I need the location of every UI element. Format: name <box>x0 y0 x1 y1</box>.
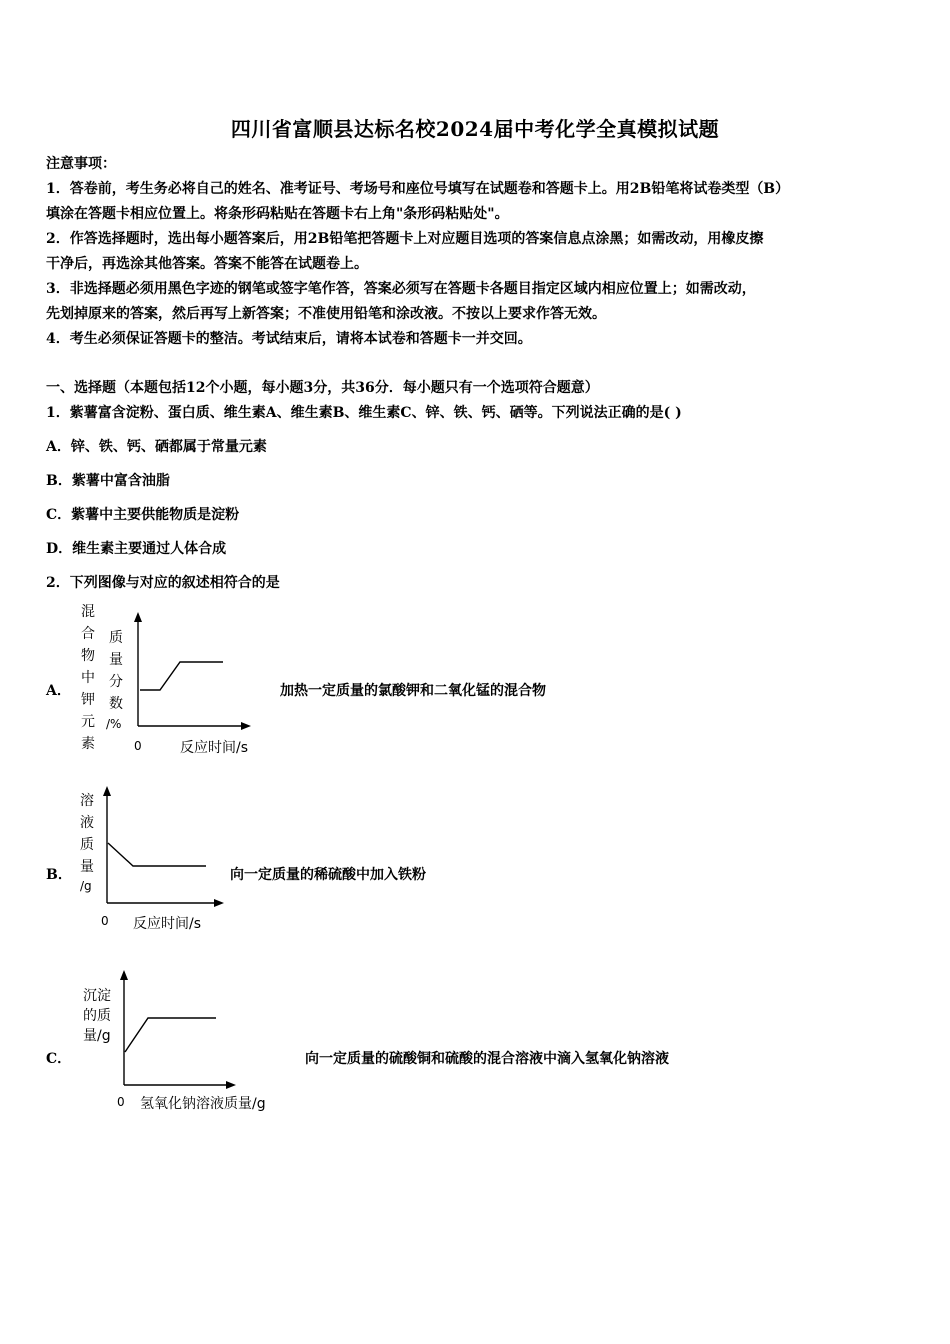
graph-b-origin: 0 <box>101 914 109 928</box>
question-1-option-a: A．锌、铁、钙、硒都属于常量元素 <box>46 439 267 455</box>
graph-b-yunit: /g <box>80 879 92 893</box>
graph-a-ylabel-char: 素 <box>81 736 95 752</box>
question-2-stem: 2．下列图像与对应的叙述相符合的是 <box>46 575 280 591</box>
question-2-option-b-letter: B． <box>46 867 72 883</box>
graph-c-origin: 0 <box>117 1095 125 1109</box>
notice-line: 3．非选择题必须用黑色字迹的钢笔或签字笔作答，答案必须写在答题卡各题目指定区域内相应位置上；如需改动， <box>46 281 756 297</box>
notice-line: 2．作答选择题时，选出每小题答案后，用2B铅笔把答题卡上对应题目选项的答案信息点涂黑；如需改动，用橡皮擦 <box>46 231 764 247</box>
question-2-option-a-letter: A． <box>46 683 71 699</box>
page-title: 四川省富顺县达标名校2024届中考化学全真模拟试题 <box>230 117 720 141</box>
graph-a-ylabel-char: 质 <box>109 630 123 646</box>
graph-a-yunit: /% <box>106 717 122 731</box>
graph-c-ylabel-line: 的质 <box>83 1008 111 1024</box>
graph-a-xlabel: 反应时间/s <box>180 740 249 756</box>
notice-line: 干净后，再选涂其他答案。答案不能答在试题卷上。 <box>46 256 368 272</box>
question-1-option-d: D．维生素主要通过人体合成 <box>46 541 227 557</box>
question-2-option-c-letter: C． <box>46 1051 72 1067</box>
notice-line: 4．考生必须保证答题卡的整洁。考试结束后，请将本试卷和答题卡一并交回。 <box>46 331 532 347</box>
question-1-option-c: C．紫薯中主要供能物质是淀粉 <box>46 507 240 523</box>
graph-c-xlabel: 氢氧化钠溶液质量/g <box>140 1096 266 1112</box>
graph-a-ylabel-char: 钾 <box>81 692 95 708</box>
notice-heading: 注意事项： <box>46 156 116 172</box>
graph-b-ylabel-char: 质 <box>80 837 94 853</box>
question-2-option-b-desc: 向一定质量的稀硫酸中加入铁粉 <box>230 867 426 883</box>
graph-a-ylabel-char: 量 <box>109 652 123 668</box>
notice-line: 1．答卷前，考生务必将自己的姓名、准考证号、考场号和座位号填写在试题卷和答题卡上。用2B铅笔将试卷类型（B） <box>46 181 790 197</box>
graph-a-ylabel-char: 元 <box>81 714 95 730</box>
graph-a-origin: 0 <box>134 739 142 753</box>
graph-b-ylabel-char: 量 <box>80 859 94 875</box>
question-1-stem: 1．紫薯富含淀粉、蛋白质、维生素A、维生素B、维生素C、锌、铁、钙、硒等。下列说法正确的是( ) <box>46 405 682 421</box>
graph-b-ylabel-char: 液 <box>80 815 94 831</box>
graph-a-ylabel-char: 混 <box>81 604 95 620</box>
graph-c-ylabel-line: 量/g <box>83 1028 111 1044</box>
notice-line: 填涂在答题卡相应位置上。将条形码粘贴在答题卡右上角"条形码粘贴处"。 <box>46 206 509 222</box>
graph-b-xlabel: 反应时间/s <box>133 916 202 932</box>
graph-a-ylabel-char: 合 <box>81 626 95 642</box>
question-2-option-a-desc: 加热一定质量的氯酸钾和二氧化锰的混合物 <box>280 683 546 699</box>
section-heading: 一、选择题（本题包括12个小题，每小题3分，共36分．每小题只有一个选项符合题意） <box>46 380 599 396</box>
question-1-option-b: B．紫薯中富含油脂 <box>46 473 170 489</box>
graph-c-ylabel-line: 沉淀 <box>83 988 111 1004</box>
graph-a-ylabel-char: 数 <box>109 696 123 712</box>
graph-b-ylabel-char: 溶 <box>80 793 94 809</box>
graph-a-ylabel-char: 物 <box>81 648 95 664</box>
notice-line: 先划掉原来的答案，然后再写上新答案；不准使用铅笔和涂改液。不按以上要求作答无效。 <box>46 306 606 322</box>
graph-a-ylabel-char: 中 <box>81 670 95 686</box>
question-2-option-c-desc: 向一定质量的硫酸铜和硫酸的混合溶液中滴入氢氧化钠溶液 <box>305 1051 669 1067</box>
graph-a-ylabel-char: 分 <box>109 674 123 690</box>
